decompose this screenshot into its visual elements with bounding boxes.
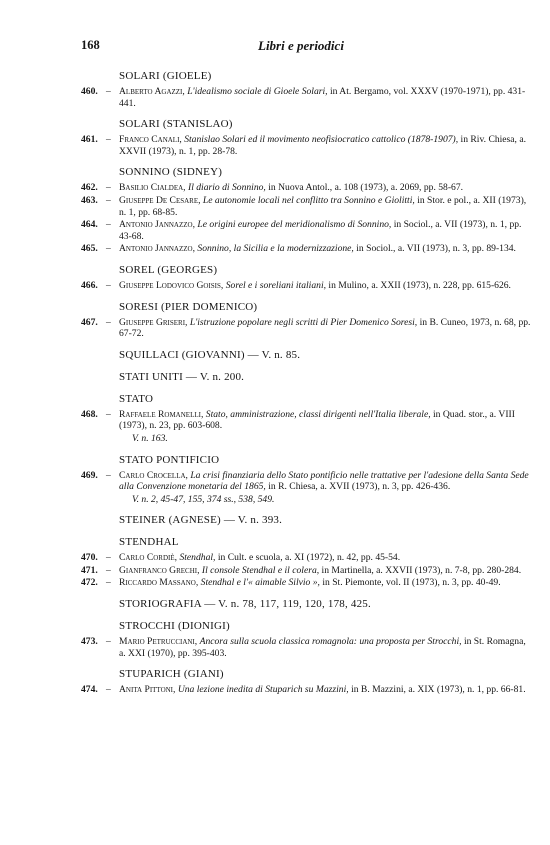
entry-number: 466. [81, 279, 98, 291]
bibliography-section [81, 536, 531, 589]
entry-dash: – [106, 134, 111, 146]
bibliography-section [81, 166, 531, 255]
section-heading: SOLARI (STANISLAO) [119, 118, 233, 131]
bibliography-section [81, 598, 531, 611]
entry-title: Le origini europee del meridionalismo di Sonnino, [197, 219, 392, 231]
entry-dash: – [106, 469, 111, 481]
entry-text [119, 243, 516, 254]
cross-reference: V. n. 163. [132, 432, 168, 444]
section-heading: STORIOGRAFIA — V. n. 78, 117, 119, 120, 178, 425. [119, 598, 371, 611]
bibliography-section [81, 371, 531, 384]
entry-number: 473. [81, 636, 98, 648]
bibliography-entry [81, 684, 531, 696]
entry-source: in B. Cuneo, 1973, n. 68, pp. 67-72. [119, 316, 531, 340]
section-heading: SORESI (PIER DOMENICO) [119, 300, 258, 313]
bibliography-section [81, 264, 531, 292]
entry-dash: – [106, 194, 111, 206]
bibliography-entry [81, 577, 531, 589]
entry-text [119, 565, 521, 576]
entry-source: in R. Chiesa, a. XVII (1973), n. 3, pp. 426-436. [268, 481, 451, 493]
entry-text [119, 195, 526, 218]
entry-author: Riccardo Massano, [119, 577, 199, 589]
entry-dash: – [106, 564, 111, 576]
section-heading: SQUILLACI (GIOVANNI) — V. n. 85. [119, 348, 301, 361]
bibliography-section [81, 668, 531, 696]
entry-source: in Sociol., a. VII (1973), n. 3, pp. 89-134. [356, 243, 516, 255]
entry-title: Stendhal e l'« aimable Silvio », [200, 577, 320, 589]
entry-source: in Cult. e scuola, a. XI (1972), n. 42, pp. 45-54. [217, 552, 401, 564]
entry-title: La crisi finanziaria dello Stato pontificio nelle trattative per l'adesione della Santa Sede alla Convenzione monetaria del 1865, [119, 469, 529, 493]
entry-author: Giuseppe De Cesare, [119, 194, 201, 206]
entry-author: Giuseppe Griseri, [119, 316, 188, 328]
bibliography-entry [81, 280, 531, 292]
section-heading: SONNINO (SIDNEY) [119, 166, 223, 179]
entry-text [119, 317, 530, 340]
entry-title: Stendhal, [179, 552, 216, 564]
bibliography-entry [81, 134, 531, 157]
section-heading: SOLARI (GIOELE) [119, 70, 212, 82]
entry-author: Mario Petrucciani, [119, 636, 198, 648]
bibliography-entry [81, 86, 531, 109]
entry-text [119, 577, 501, 588]
cross-reference: V. n. 2, 45-47, 155, 374 ss., 538, 549. [132, 493, 275, 505]
bibliography-entry [81, 552, 531, 564]
entry-text [119, 134, 526, 157]
entry-text [119, 219, 521, 242]
entry-source: in At. Bergamo, vol. XXXV (1970-1971), pp. 431-441. [119, 86, 526, 109]
entry-title: L'idealismo sociale di Gioele Solari, [187, 86, 328, 97]
bibliography-body [81, 70, 531, 705]
bibliography-section [81, 393, 531, 445]
entry-number: 461. [81, 134, 98, 146]
entry-dash: – [106, 684, 111, 696]
entry-text [119, 552, 400, 563]
section-heading: STROCCHI (DIONIGI) [119, 620, 230, 633]
page-number: 168 [81, 38, 100, 52]
entry-source: in St. Romagna, a. XXI (1970), pp. 395-403. [119, 636, 526, 659]
bibliography-section [81, 349, 531, 362]
entry-number: 470. [81, 552, 98, 564]
entry-dash: – [106, 279, 111, 291]
entry-title: Il console Stendhal e il colera, [201, 564, 320, 576]
entry-text [119, 280, 511, 291]
entry-text [119, 86, 525, 109]
bibliography-entry [81, 470, 531, 493]
entry-author: Basilio Cialdea, [119, 182, 186, 194]
entry-text [119, 636, 526, 659]
entry-author: Giuseppe Lodovico Goisis, [119, 279, 224, 291]
bibliography-section [81, 620, 531, 659]
section-heading: STATO PONTIFICIO [119, 453, 220, 466]
entry-text [119, 684, 526, 695]
entry-number: 464. [81, 219, 98, 231]
entry-number: 469. [81, 469, 98, 481]
entry-number: 472. [81, 577, 98, 589]
entry-text [119, 182, 463, 193]
entry-dash: – [106, 408, 111, 420]
entry-title: Una lezione inedita di Stuparich su Mazzini, [177, 684, 349, 696]
entry-author: Raffaele Romanelli, [119, 408, 204, 420]
entry-number: 465. [81, 243, 98, 255]
entry-number: 460. [81, 86, 98, 97]
bibliography-entry [81, 317, 531, 340]
entry-number: 467. [81, 316, 98, 328]
bibliography-entry [81, 409, 531, 432]
entry-author: Anita Pittoni, [119, 684, 176, 696]
entry-dash: – [106, 182, 111, 194]
page-header [0, 38, 550, 58]
entry-author: Antonio Jannazzo, [119, 219, 195, 231]
entry-author: Carlo Crocella, [119, 469, 188, 481]
entry-author: Alberto Agazzi, [119, 86, 185, 97]
entry-source: in Nuova Antol., a. 108 (1973), a. 2069, pp. 58-67. [268, 182, 464, 194]
entry-author: Franco Canali, [119, 134, 182, 146]
bibliography-entry [81, 243, 531, 255]
entry-source: in Stor. e pol., a. XII (1973), n. 1, pp. 68-85. [119, 194, 527, 218]
bibliography-section [81, 514, 531, 527]
bibliography-entry [81, 219, 531, 242]
section-heading: STUPARICH (GIANI) [119, 668, 224, 681]
bibliography-entry [81, 636, 531, 659]
entry-title: Stato, amministrazione, classi dirigenti nell'Italia liberale, [205, 408, 431, 420]
entry-title: Il diario di Sonnino, [188, 182, 266, 194]
entry-title: Ancora sulla scuola classica romagnola: una proposta per Strocchi, [199, 636, 462, 648]
entry-title: Stanislao Solari ed il movimento neofisiocratico cattolico (1878-1907), [184, 134, 459, 146]
entry-dash: – [106, 636, 111, 648]
section-heading: STENDHAL [119, 536, 179, 549]
bibliography-section [81, 301, 531, 340]
entry-source: in Martinella, a. XXVII (1973), n. 7-8, pp. 280-284. [321, 564, 522, 576]
entry-source: in Mulino, a. XXII (1973), n. 228, pp. 615-626. [328, 279, 511, 291]
bibliography-entry [81, 182, 531, 194]
entry-source: in B. Mazzini, a. XIX (1973), n. 1, pp. 66-81. [351, 684, 526, 696]
entry-dash: – [106, 552, 111, 564]
section-heading: STEINER (AGNESE) — V. n. 393. [119, 514, 283, 527]
entry-author: Gianfranco Grechi, [119, 564, 200, 576]
entry-number: 474. [81, 684, 98, 696]
entry-dash: – [106, 86, 111, 97]
entry-dash: – [106, 243, 111, 255]
entry-title: L'istruzione popolare negli scritti di Pier Domenico Soresi, [189, 316, 418, 328]
entry-author: Carlo Cordiè, [119, 552, 178, 564]
bibliography-entry [81, 565, 531, 577]
entry-number: 463. [81, 194, 98, 206]
entry-source: in Quad. stor., a. VIII (1973), n. 23, pp. 603-608. [119, 408, 515, 432]
bibliography-section [81, 118, 531, 157]
entry-dash: – [106, 316, 111, 328]
entry-dash: – [106, 219, 111, 231]
entry-number: 471. [81, 564, 98, 576]
entry-title: Sonnino, la Sicilia e la modernizzazione, [197, 243, 354, 255]
entry-source: in Riv. Chiesa, a. XXVII (1973), n. 1, pp. 28-78. [119, 134, 527, 157]
bibliography-entry [81, 195, 531, 218]
entry-title: Sorel e i soreliani italiani, [225, 279, 327, 291]
entry-source: in Sociol., a. VII (1973), n. 1, pp. 43-68. [119, 219, 522, 242]
entry-title: Le autonomie locali nel conflitto tra Sonnino e Giolitti, [202, 194, 415, 206]
bibliography-section [81, 454, 531, 506]
section-heading: SOREL (GEORGES) [119, 263, 218, 276]
entry-dash: – [106, 577, 111, 589]
section-heading: STATI UNITI — V. n. 200. [119, 370, 245, 383]
entry-text [119, 470, 529, 493]
section-heading: STATO [119, 392, 154, 405]
entry-author: Antonio Jannazzo, [119, 243, 195, 255]
bibliography-section [81, 70, 531, 109]
entry-source: in St. Piemonte, vol. II (1973), n. 3, pp. 40-49. [322, 577, 501, 589]
running-title: Libri e periodici [258, 38, 344, 53]
entry-text [119, 409, 515, 432]
entry-number: 462. [81, 182, 98, 194]
entry-number: 468. [81, 408, 98, 420]
